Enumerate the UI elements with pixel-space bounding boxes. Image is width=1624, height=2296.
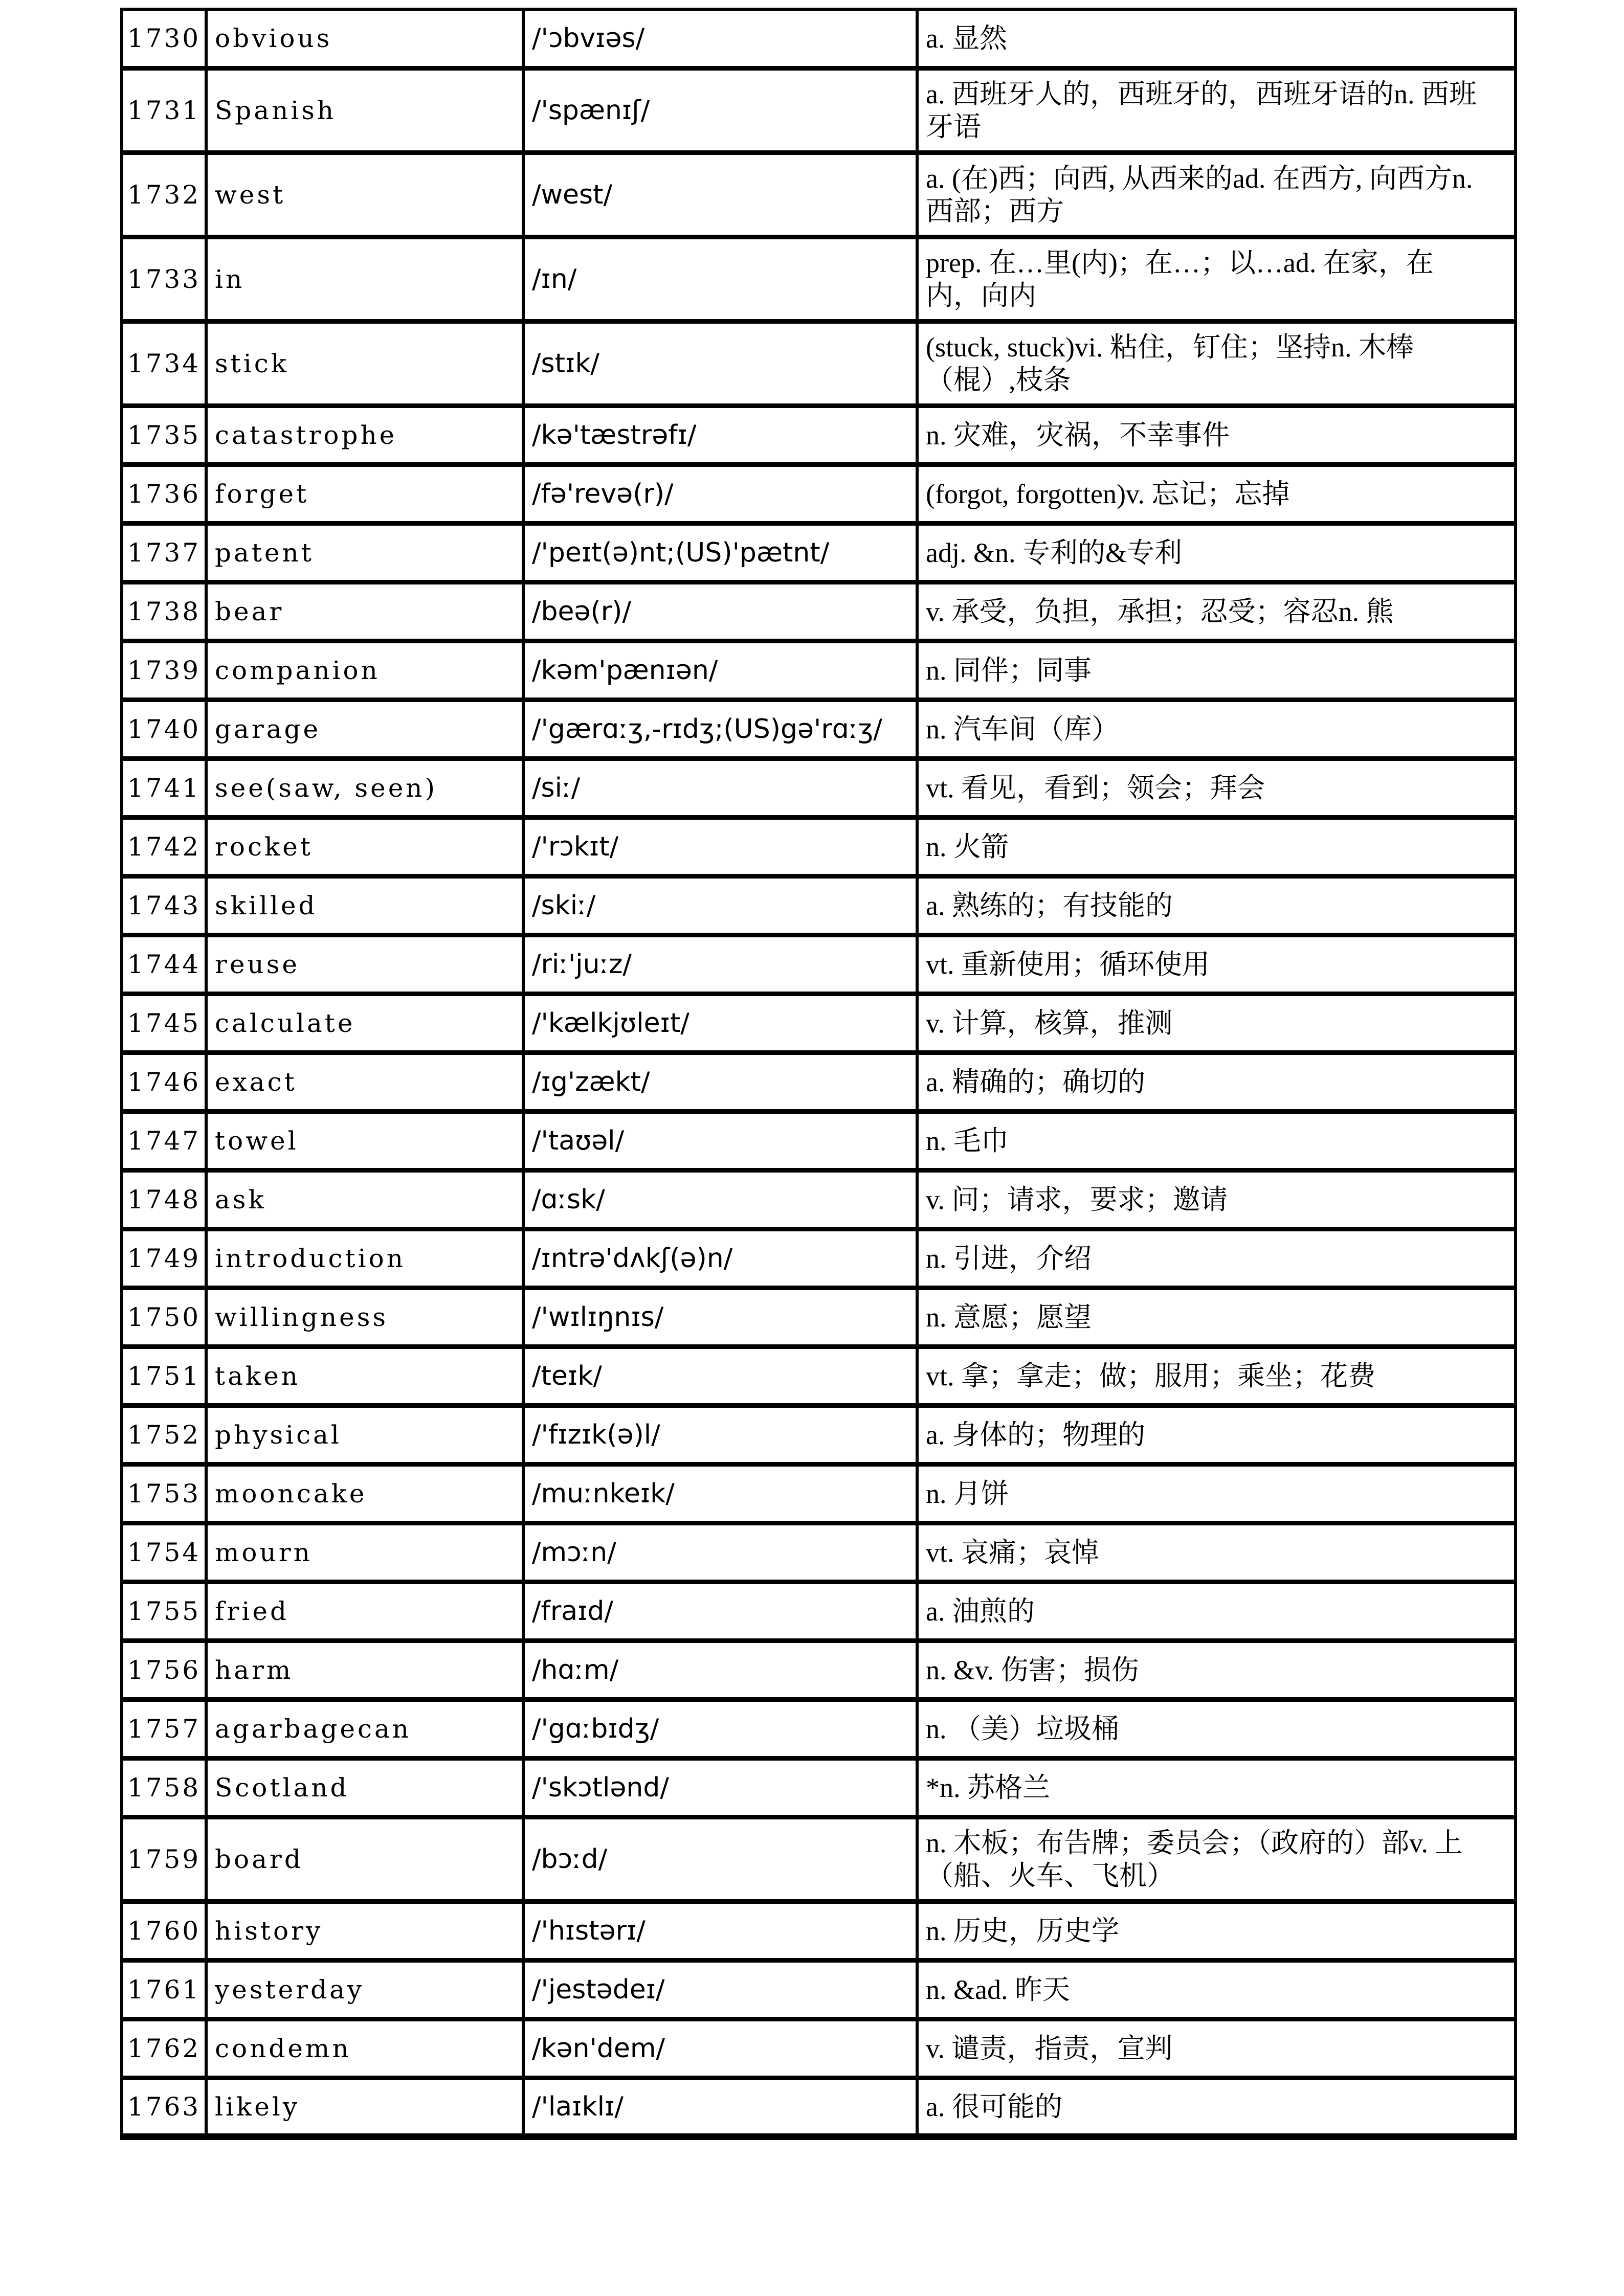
meaning-cell: v. 谴责，指责，宣判 — [917, 2019, 1516, 2078]
table-row — [122, 523, 1516, 582]
meaning-cell: vt. 重新使用；循环使用 — [917, 935, 1516, 994]
phonetic-cell: /riː'juːz/ — [523, 935, 917, 994]
row-number-cell: 1753 — [122, 1464, 206, 1523]
meaning-cell: n. 灾难，灾祸，不幸事件 — [917, 406, 1516, 464]
row-number-cell: 1738 — [122, 582, 206, 641]
row-number-cell: 1756 — [122, 1640, 206, 1699]
phonetic-cell: /fə'revə(r)/ — [523, 464, 917, 523]
row-number-cell: 1744 — [122, 935, 206, 994]
table-row — [122, 1582, 1516, 1640]
meaning-cell: a. 显然 — [917, 9, 1516, 68]
table-row — [122, 1523, 1516, 1582]
phonetic-cell: /'hɪstərɪ/ — [523, 1901, 917, 1960]
word-cell: patent — [206, 523, 523, 582]
meaning-cell: n. 月饼 — [917, 1464, 1516, 1523]
row-number-cell: 1731 — [122, 68, 206, 152]
row-number-cell: 1750 — [122, 1288, 206, 1346]
word-cell: ask — [206, 1170, 523, 1229]
word-cell: Spanish — [206, 68, 523, 152]
meaning-cell: vt. 看见，看到；领会；拜会 — [917, 758, 1516, 817]
meaning-cell: (stuck, stuck)vi. 粘住，钉住；坚持n. 木棒（棍）,枝条 — [917, 321, 1516, 406]
vocab-table-body — [122, 9, 1516, 2136]
phonetic-cell: /teɪk/ — [523, 1346, 917, 1405]
word-cell: yesterday — [206, 1960, 523, 2019]
meaning-cell: n. 历史，历史学 — [917, 1901, 1516, 1960]
meaning-cell: v. 承受，负担，承担；忍受；容忍n. 熊 — [917, 582, 1516, 641]
word-cell: west — [206, 152, 523, 237]
meaning-cell: a. 身体的；物理的 — [917, 1405, 1516, 1464]
table-row — [122, 994, 1516, 1052]
meaning-cell: n. 引进，介绍 — [917, 1229, 1516, 1288]
meaning-cell: a. 西班牙人的，西班牙的，西班牙语的n. 西班牙语 — [917, 68, 1516, 152]
phonetic-cell: /kə'tæstrəfɪ/ — [523, 406, 917, 464]
phonetic-cell: /ɪntrə'dʌkʃ(ə)n/ — [523, 1229, 917, 1288]
table-row — [122, 1640, 1516, 1699]
meaning-cell: n. 意愿；愿望 — [917, 1288, 1516, 1346]
row-number-cell: 1737 — [122, 523, 206, 582]
phonetic-cell: /mɔːn/ — [523, 1523, 917, 1582]
phonetic-cell: /'spænɪʃ/ — [523, 68, 917, 152]
meaning-cell: a. 熟练的；有技能的 — [917, 876, 1516, 935]
row-number-cell: 1748 — [122, 1170, 206, 1229]
meaning-cell: adj. &n. 专利的&专利 — [917, 523, 1516, 582]
table-row — [122, 2078, 1516, 2136]
meaning-cell: a. 精确的；确切的 — [917, 1052, 1516, 1111]
word-cell: physical — [206, 1405, 523, 1464]
table-row — [122, 237, 1516, 321]
table-row — [122, 9, 1516, 68]
word-cell: introduction — [206, 1229, 523, 1288]
meaning-cell: n. &ad. 昨天 — [917, 1960, 1516, 2019]
word-cell: catastrophe — [206, 406, 523, 464]
word-cell: garage — [206, 700, 523, 758]
phonetic-cell: /ɪn/ — [523, 237, 917, 321]
phonetic-cell: /'gɑːbɪdʒ/ — [523, 1699, 917, 1758]
table-row — [122, 700, 1516, 758]
table-row — [122, 68, 1516, 152]
row-number-cell: 1758 — [122, 1758, 206, 1817]
phonetic-cell: /'rɔkɪt/ — [523, 817, 917, 876]
phonetic-cell: /kən'dem/ — [523, 2019, 917, 2078]
row-number-cell: 1752 — [122, 1405, 206, 1464]
meaning-cell: vt. 拿；拿走；做；服用；乘坐；花费 — [917, 1346, 1516, 1405]
row-number-cell: 1741 — [122, 758, 206, 817]
meaning-cell: a. 油煎的 — [917, 1582, 1516, 1640]
word-cell: companion — [206, 641, 523, 700]
table-row — [122, 876, 1516, 935]
row-number-cell: 1755 — [122, 1582, 206, 1640]
meaning-cell: a. 很可能的 — [917, 2078, 1516, 2136]
phonetic-cell: /'kælkjʊleɪt/ — [523, 994, 917, 1052]
phonetic-cell: /west/ — [523, 152, 917, 237]
row-number-cell: 1759 — [122, 1817, 206, 1901]
word-cell: harm — [206, 1640, 523, 1699]
table-row — [122, 1052, 1516, 1111]
word-cell: skilled — [206, 876, 523, 935]
phonetic-cell: /'taʊəl/ — [523, 1111, 917, 1170]
table-row — [122, 817, 1516, 876]
phonetic-cell: /muːnkeɪk/ — [523, 1464, 917, 1523]
table-row — [122, 1405, 1516, 1464]
phonetic-cell: /fraɪd/ — [523, 1582, 917, 1640]
table-row — [122, 1288, 1516, 1346]
word-cell: mourn — [206, 1523, 523, 1582]
word-cell: reuse — [206, 935, 523, 994]
row-number-cell: 1745 — [122, 994, 206, 1052]
meaning-cell: n. 火箭 — [917, 817, 1516, 876]
table-row — [122, 321, 1516, 406]
word-cell: stick — [206, 321, 523, 406]
phonetic-cell: /ɪg'zækt/ — [523, 1052, 917, 1111]
phonetic-cell: /'gærɑːʒ,-rɪdʒ;(US)gə'rɑːʒ/ — [523, 700, 917, 758]
table-row — [122, 935, 1516, 994]
phonetic-cell: /'fɪzɪk(ə)l/ — [523, 1405, 917, 1464]
word-cell: history — [206, 1901, 523, 1960]
table-row — [122, 641, 1516, 700]
phonetic-cell: /'peɪt(ə)nt;(US)'pætnt/ — [523, 523, 917, 582]
word-cell: rocket — [206, 817, 523, 876]
phonetic-cell: /'skɔtlənd/ — [523, 1758, 917, 1817]
table-row — [122, 1901, 1516, 1960]
phonetic-cell: /kəm'pænɪən/ — [523, 641, 917, 700]
row-number-cell: 1739 — [122, 641, 206, 700]
meaning-cell: n. 汽车间（库） — [917, 700, 1516, 758]
row-number-cell: 1740 — [122, 700, 206, 758]
table-row — [122, 464, 1516, 523]
word-cell: condemn — [206, 2019, 523, 2078]
table-row — [122, 2019, 1516, 2078]
meaning-cell: v. 问；请求，要求；邀请 — [917, 1170, 1516, 1229]
table-row — [122, 758, 1516, 817]
word-cell: towel — [206, 1111, 523, 1170]
word-cell: exact — [206, 1052, 523, 1111]
row-number-cell: 1757 — [122, 1699, 206, 1758]
meaning-cell: n. 毛巾 — [917, 1111, 1516, 1170]
row-number-cell: 1751 — [122, 1346, 206, 1405]
row-number-cell: 1760 — [122, 1901, 206, 1960]
phonetic-cell: /siː/ — [523, 758, 917, 817]
meaning-cell: *n. 苏格兰 — [917, 1758, 1516, 1817]
phonetic-cell: /beə(r)/ — [523, 582, 917, 641]
meaning-cell: n. 木板；布告牌；委员会；（政府的）部v. 上（船、火车、飞机） — [917, 1817, 1516, 1901]
phonetic-cell: /'ɔbvɪəs/ — [523, 9, 917, 68]
row-number-cell: 1749 — [122, 1229, 206, 1288]
table-row — [122, 1960, 1516, 2019]
table-row — [122, 1229, 1516, 1288]
word-cell: Scotland — [206, 1758, 523, 1817]
table-row — [122, 152, 1516, 237]
word-cell: calculate — [206, 994, 523, 1052]
phonetic-cell: /bɔːd/ — [523, 1817, 917, 1901]
row-number-cell: 1732 — [122, 152, 206, 237]
row-number-cell: 1736 — [122, 464, 206, 523]
phonetic-cell: /'wɪlɪŋnɪs/ — [523, 1288, 917, 1346]
row-number-cell: 1761 — [122, 1960, 206, 2019]
table-row — [122, 1464, 1516, 1523]
row-number-cell: 1735 — [122, 406, 206, 464]
row-number-cell: 1746 — [122, 1052, 206, 1111]
meaning-cell: n. 同伴；同事 — [917, 641, 1516, 700]
table-row — [122, 1699, 1516, 1758]
phonetic-cell: /ɑːsk/ — [523, 1170, 917, 1229]
meaning-cell: a. (在)西；向西, 从西来的ad. 在西方, 向西方n. 西部；西方 — [917, 152, 1516, 237]
word-cell: likely — [206, 2078, 523, 2136]
row-number-cell: 1747 — [122, 1111, 206, 1170]
word-cell: obvious — [206, 9, 523, 68]
table-row — [122, 406, 1516, 464]
table-row — [122, 1170, 1516, 1229]
word-cell: agarbagecan — [206, 1699, 523, 1758]
row-number-cell: 1742 — [122, 817, 206, 876]
row-number-cell: 1734 — [122, 321, 206, 406]
word-cell: forget — [206, 464, 523, 523]
word-cell: mooncake — [206, 1464, 523, 1523]
phonetic-cell: /stɪk/ — [523, 321, 917, 406]
row-number-cell: 1743 — [122, 876, 206, 935]
meaning-cell: n. &v. 伤害；损伤 — [917, 1640, 1516, 1699]
table-row — [122, 1111, 1516, 1170]
row-number-cell: 1733 — [122, 237, 206, 321]
row-number-cell: 1762 — [122, 2019, 206, 2078]
meaning-cell: (forgot, forgotten)v. 忘记；忘掉 — [917, 464, 1516, 523]
word-cell: board — [206, 1817, 523, 1901]
table-row — [122, 1817, 1516, 1901]
phonetic-cell: /'laɪklɪ/ — [523, 2078, 917, 2136]
word-cell: fried — [206, 1582, 523, 1640]
row-number-cell: 1754 — [122, 1523, 206, 1582]
word-cell: bear — [206, 582, 523, 641]
word-cell: in — [206, 237, 523, 321]
table-row — [122, 582, 1516, 641]
phonetic-cell: /hɑːm/ — [523, 1640, 917, 1699]
row-number-cell: 1730 — [122, 9, 206, 68]
phonetic-cell: /'jestədeɪ/ — [523, 1960, 917, 2019]
vocab-table — [120, 8, 1517, 2140]
word-cell: taken — [206, 1346, 523, 1405]
meaning-cell: v. 计算，核算，推测 — [917, 994, 1516, 1052]
word-cell: see(saw, seen) — [206, 758, 523, 817]
meaning-cell: n. （美）垃圾桶 — [917, 1699, 1516, 1758]
meaning-cell: prep. 在…里(内)；在…；以…ad. 在家，在内，向内 — [917, 237, 1516, 321]
meaning-cell: vt. 哀痛；哀悼 — [917, 1523, 1516, 1582]
phonetic-cell: /skiː/ — [523, 876, 917, 935]
word-cell: willingness — [206, 1288, 523, 1346]
table-row — [122, 1758, 1516, 1817]
row-number-cell: 1763 — [122, 2078, 206, 2136]
table-row — [122, 1346, 1516, 1405]
